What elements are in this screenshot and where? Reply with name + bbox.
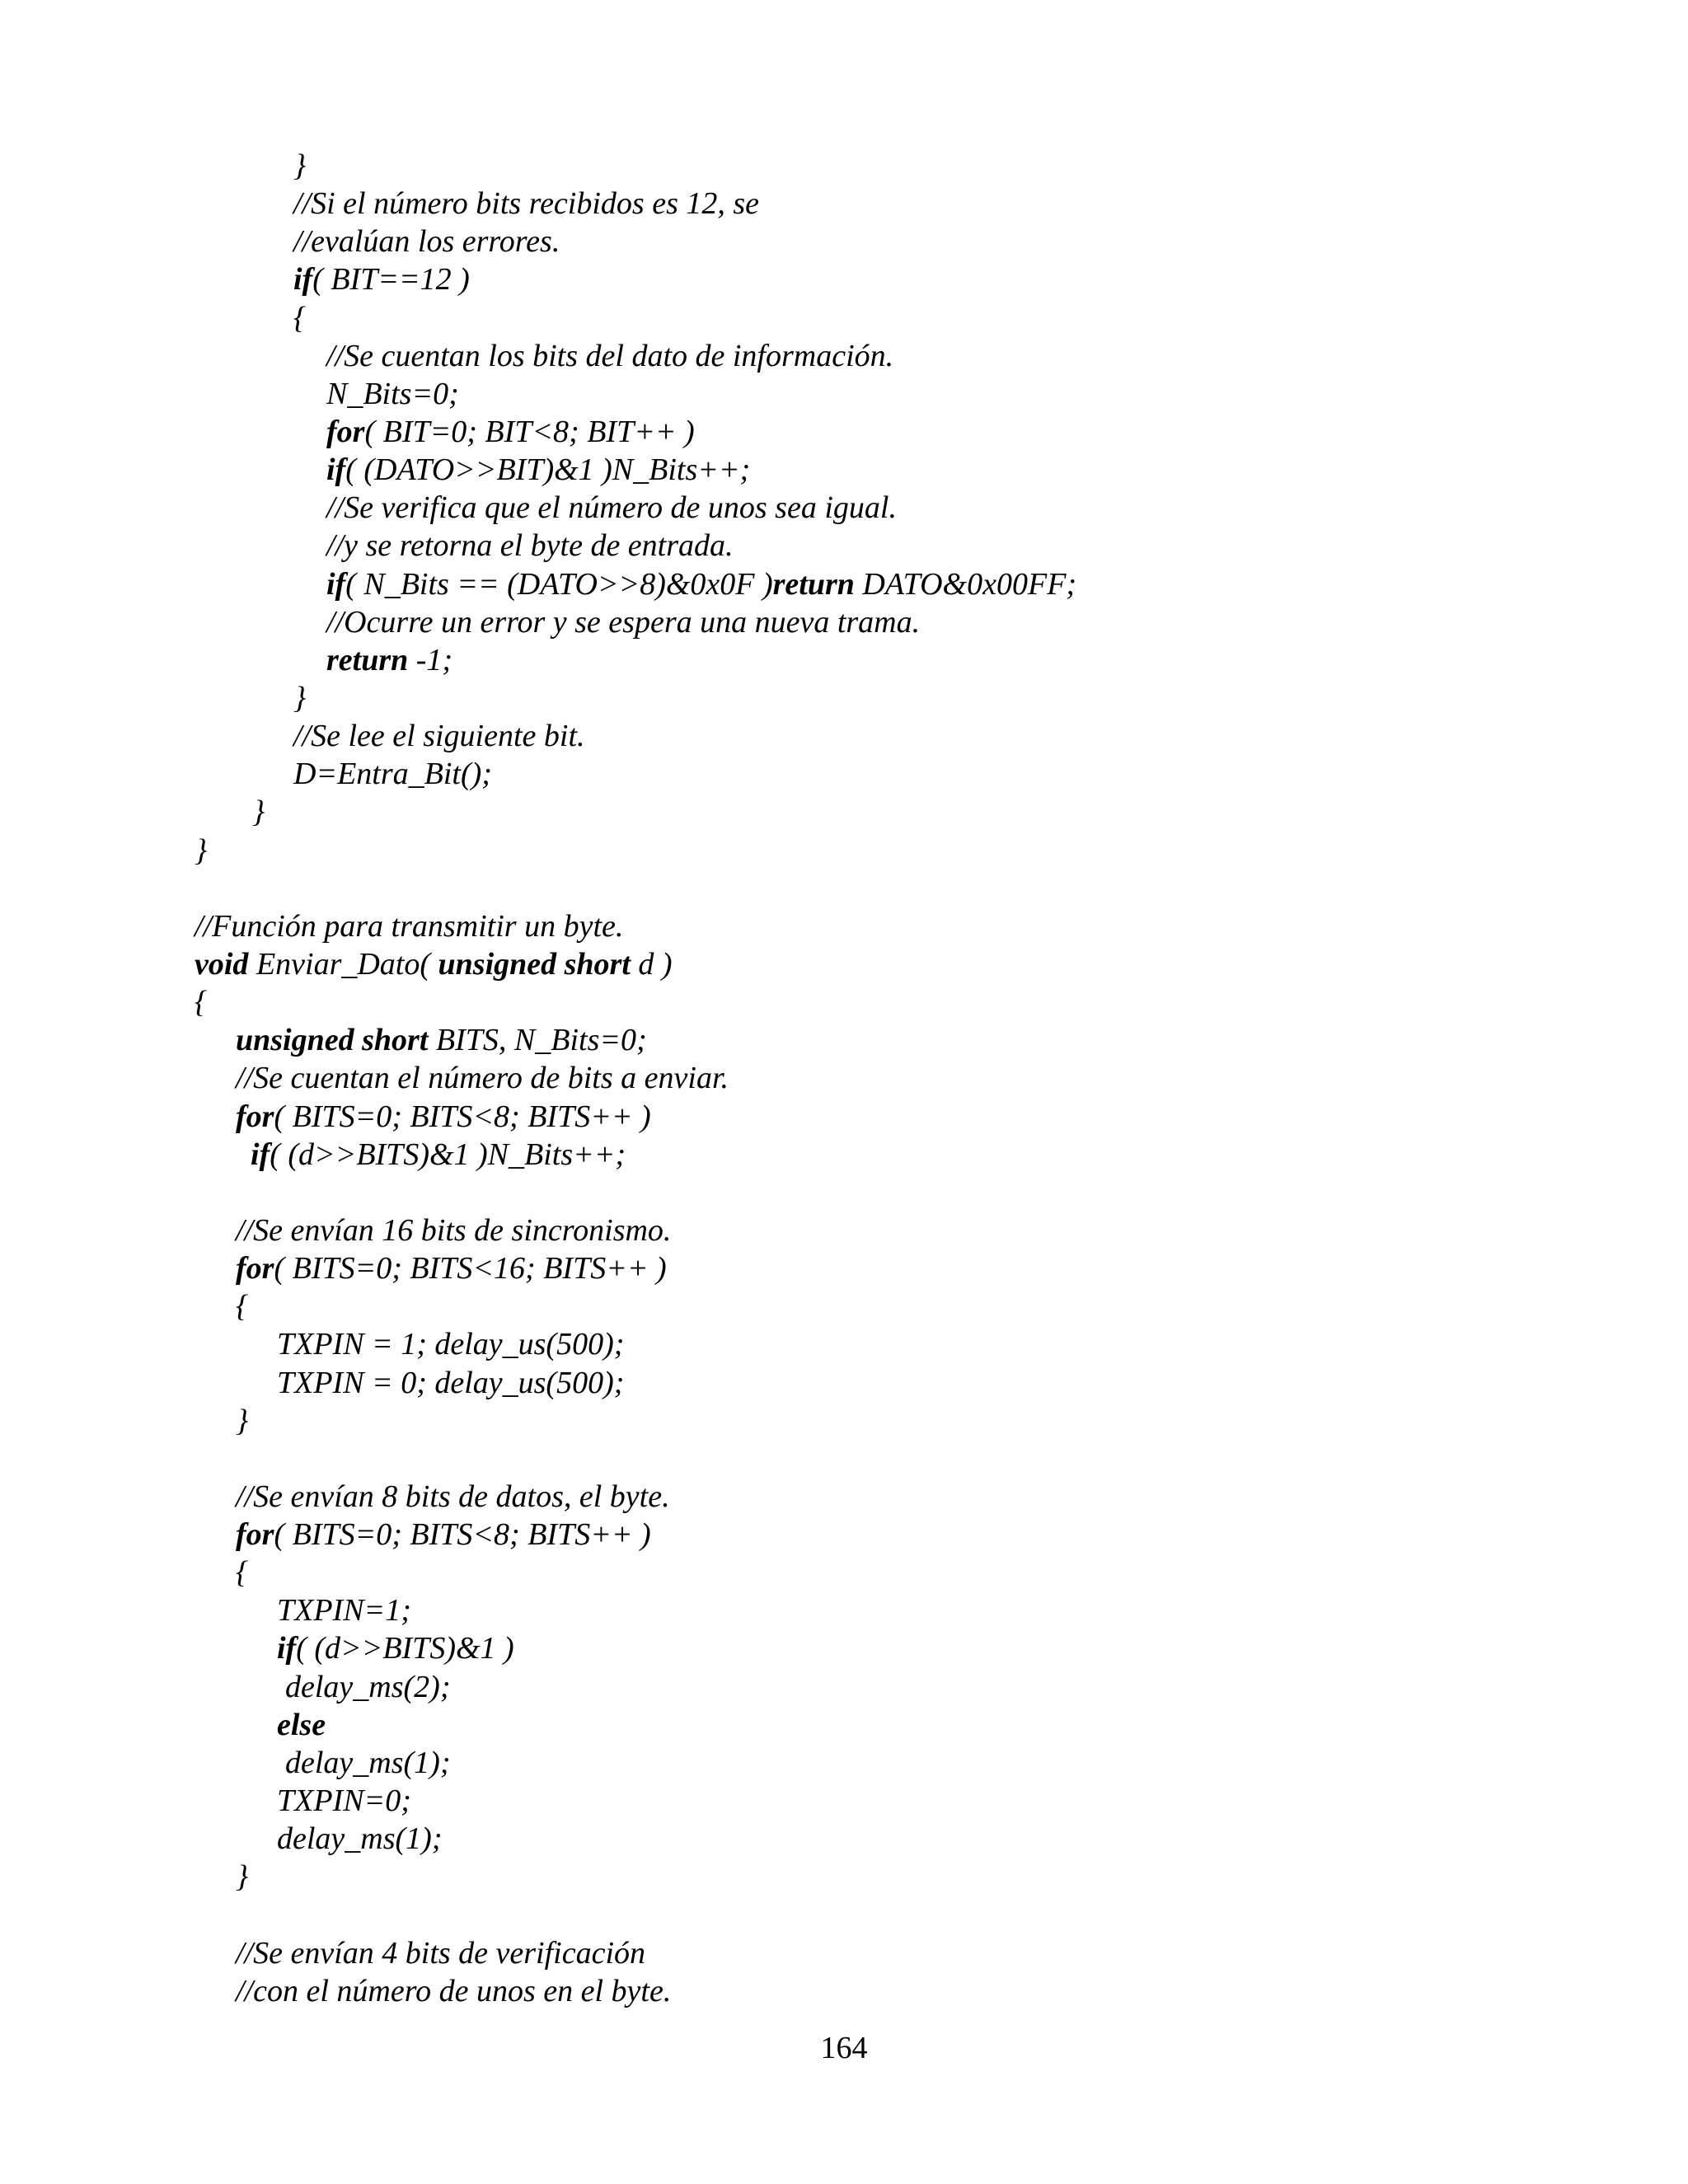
code-line xyxy=(0,260,1688,298)
code-line xyxy=(0,1059,1688,1097)
code-text: //Se lee el siguiente bit. xyxy=(293,719,585,754)
code-text: { xyxy=(195,985,208,1020)
code-text: } xyxy=(195,832,208,868)
code-line xyxy=(0,907,1688,945)
code-line xyxy=(0,1212,1688,1249)
code-text: } xyxy=(293,148,307,183)
code-line xyxy=(0,1516,1688,1554)
code-line xyxy=(0,299,1688,337)
code-line xyxy=(0,1629,1688,1667)
code-line xyxy=(0,489,1688,527)
code-text: ( (d>>BITS)&1 )N_Bits++; xyxy=(270,1137,626,1172)
code-text: D=Entra_Bit(); xyxy=(293,757,492,792)
code-line xyxy=(0,832,1688,869)
code-keyword: else xyxy=(277,1707,326,1742)
code-keyword: if xyxy=(293,262,313,298)
code-line xyxy=(0,1364,1688,1402)
code-line xyxy=(0,793,1688,831)
code-line xyxy=(0,1858,1688,1896)
code-text: TXPIN=1; xyxy=(277,1593,411,1629)
code-line xyxy=(0,1554,1688,1591)
code-text: } xyxy=(252,794,265,830)
code-line xyxy=(0,983,1688,1021)
code-line xyxy=(0,1934,1688,1972)
code-text: { xyxy=(236,1289,249,1324)
code-keyword: if xyxy=(326,566,346,602)
code-text: //evalúan los errores. xyxy=(293,224,560,260)
code-line xyxy=(0,641,1688,679)
code-text: //Se cuentan los bits del dato de información. xyxy=(326,338,894,373)
code-text: //Se envían 16 bits de sincronismo. xyxy=(236,1212,672,1248)
code-line xyxy=(0,223,1688,260)
code-text: ( BITS=0; BITS<8; BITS++ ) xyxy=(274,1517,651,1553)
code-line xyxy=(0,1021,1688,1059)
code-text: delay_ms(2); xyxy=(285,1669,451,1704)
code-keyword: for xyxy=(326,414,365,449)
blank-line xyxy=(0,1896,1688,1933)
code-text: { xyxy=(293,300,307,335)
code-keyword: return xyxy=(326,642,409,677)
code-line xyxy=(0,1098,1688,1136)
code-keyword: if xyxy=(277,1631,297,1666)
code-keyword: return xyxy=(772,566,855,602)
code-text: delay_ms(1); xyxy=(277,1821,443,1857)
code-line xyxy=(0,1820,1688,1858)
code-text: } xyxy=(236,1403,249,1438)
code-line xyxy=(0,1136,1688,1174)
code-listing xyxy=(0,147,1688,2010)
code-text: ( BIT==12 ) xyxy=(312,262,470,298)
code-line xyxy=(0,1744,1688,1782)
code-text: ( (DATO>>BIT)&1 )N_Bits++; xyxy=(345,452,751,488)
code-text: ( (d>>BITS)&1 ) xyxy=(296,1631,514,1666)
code-text: //Si el número bits recibidos es 12, se xyxy=(293,186,760,222)
code-text: TXPIN = 0; delay_us(500); xyxy=(277,1365,625,1400)
code-text: } xyxy=(293,680,307,715)
code-text: TXPIN=0; xyxy=(277,1783,411,1819)
code-line xyxy=(0,1325,1688,1363)
code-line xyxy=(0,1478,1688,1516)
blank-line xyxy=(0,1440,1688,1478)
code-text: //con el número de unos en el byte. xyxy=(236,1973,672,2008)
code-line xyxy=(0,1287,1688,1325)
code-line xyxy=(0,527,1688,565)
code-text: //Se cuentan el número de bits a enviar. xyxy=(236,1061,729,1096)
code-text: //Se envían 4 bits de verificación xyxy=(236,1935,646,1971)
code-text: //y se retorna el byte de entrada. xyxy=(326,528,734,564)
code-line xyxy=(0,185,1688,223)
code-line xyxy=(0,337,1688,375)
code-text: ( N_Bits == (DATO>>8)&0x0F ) xyxy=(345,566,773,602)
code-line xyxy=(0,413,1688,451)
code-line xyxy=(0,375,1688,413)
code-line xyxy=(0,1782,1688,1820)
page-number: 164 xyxy=(820,2031,868,2065)
code-line xyxy=(0,679,1688,717)
blank-line xyxy=(0,1174,1688,1212)
code-line xyxy=(0,147,1688,185)
code-keyword: for xyxy=(236,1517,274,1553)
code-text: ( BITS=0; BITS<16; BITS++ ) xyxy=(274,1251,667,1286)
code-text: } xyxy=(236,1859,249,1895)
code-keyword: unsigned short xyxy=(236,1023,429,1058)
code-text: Enviar_Dato( xyxy=(248,946,438,982)
code-line xyxy=(0,945,1688,983)
code-keyword: unsigned short xyxy=(438,946,631,982)
blank-line xyxy=(0,869,1688,907)
code-keyword: for xyxy=(236,1099,274,1134)
code-text: //Se envían 8 bits de datos, el byte. xyxy=(236,1479,670,1514)
code-line xyxy=(0,1706,1688,1744)
code-line xyxy=(0,1402,1688,1440)
code-text: -1; xyxy=(408,642,453,677)
code-text: //Se verifica que el número de unos sea igual. xyxy=(326,490,897,526)
code-text: delay_ms(1); xyxy=(285,1745,451,1780)
code-line xyxy=(0,717,1688,755)
code-text: N_Bits=0; xyxy=(326,376,459,411)
code-line xyxy=(0,565,1688,603)
code-keyword: if xyxy=(251,1137,270,1172)
code-line xyxy=(0,451,1688,489)
code-line xyxy=(0,755,1688,793)
code-line xyxy=(0,1668,1688,1706)
code-keyword: if xyxy=(326,452,346,488)
code-text: ( BIT=0; BIT<8; BIT++ ) xyxy=(364,414,695,449)
code-keyword: for xyxy=(236,1251,274,1286)
code-line xyxy=(0,603,1688,641)
code-text: TXPIN = 1; delay_us(500); xyxy=(277,1327,625,1362)
code-line xyxy=(0,1591,1688,1629)
code-text: BITS, N_Bits=0; xyxy=(428,1023,647,1058)
code-text: ( BITS=0; BITS<8; BITS++ ) xyxy=(274,1099,651,1134)
code-keyword: void xyxy=(195,946,249,982)
code-text: DATO&0x00FF; xyxy=(854,566,1077,602)
code-text: { xyxy=(236,1555,249,1591)
code-text: d ) xyxy=(630,946,673,982)
code-line xyxy=(0,1972,1688,2010)
code-text: //Función para transmitir un byte. xyxy=(195,908,624,944)
code-line xyxy=(0,1249,1688,1287)
code-text: //Ocurre un error y se espera una nueva trama. xyxy=(326,604,921,640)
